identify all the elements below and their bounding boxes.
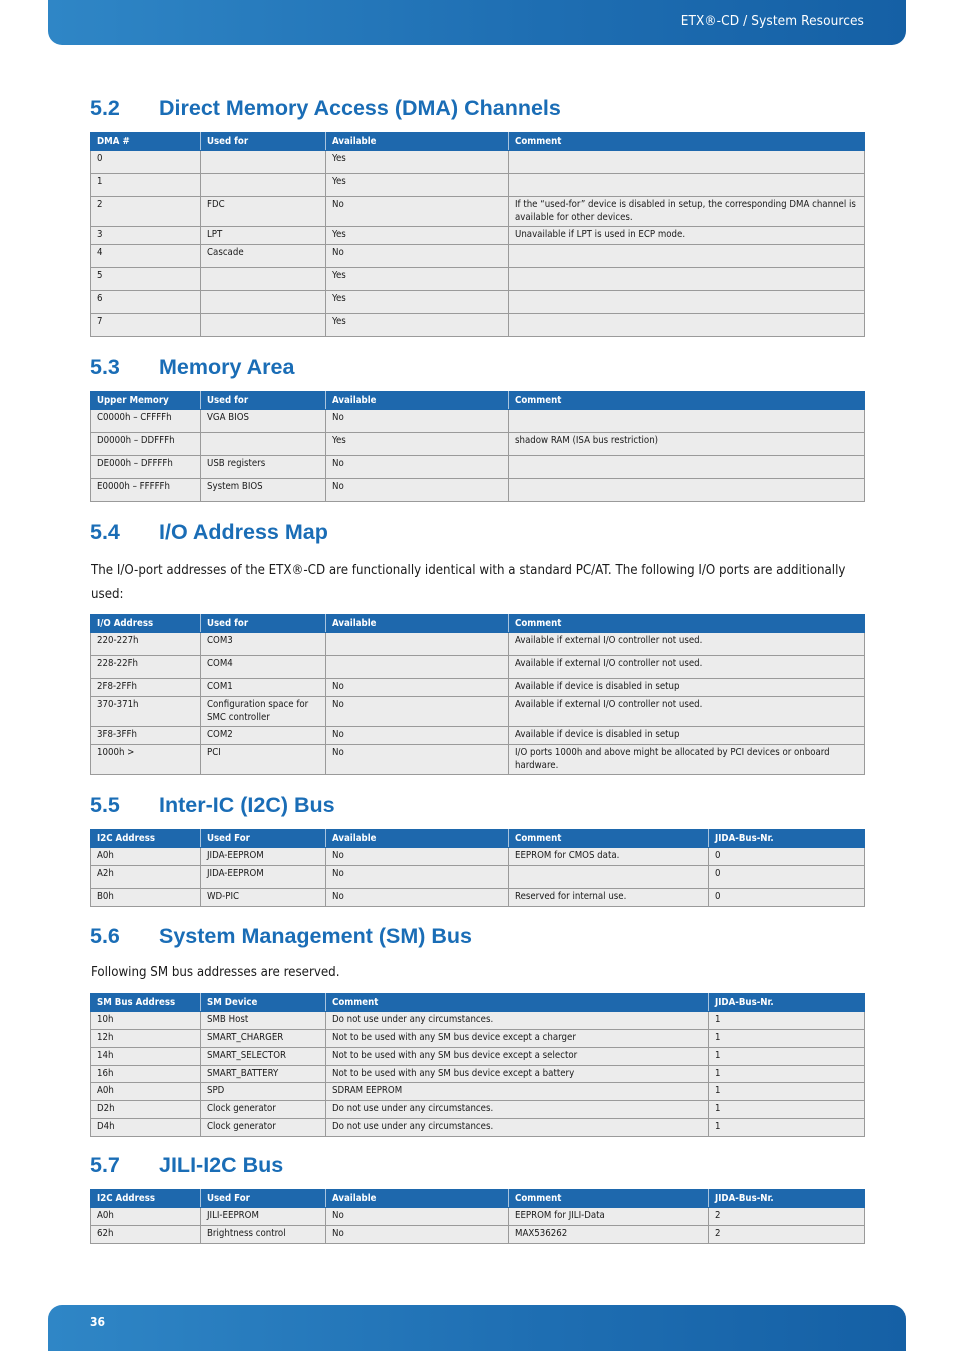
table-cell: 1 <box>709 1083 865 1101</box>
table-cell: A0h <box>91 848 201 866</box>
table-cell <box>201 174 326 197</box>
table-cell: No <box>326 245 509 268</box>
table-cell: No <box>326 889 509 907</box>
table-cell: 12h <box>91 1030 201 1048</box>
footer-band <box>48 1305 906 1351</box>
column-header: Comment <box>509 392 865 410</box>
table-cell <box>509 268 865 291</box>
column-header: SM Bus Address <box>91 994 201 1012</box>
table-cell: System BIOS <box>201 479 326 502</box>
table-cell: SPD <box>201 1083 326 1101</box>
table-cell: Clock generator <box>201 1118 326 1136</box>
table-row <box>91 1208 865 1226</box>
table-row <box>91 1118 865 1136</box>
table-cell <box>201 314 326 337</box>
table-row <box>91 197 865 227</box>
table-header-row <box>91 392 865 410</box>
table-cell: Yes <box>326 151 509 174</box>
table-cell: Unavailable if LPT is used in ECP mode. <box>509 227 865 245</box>
table-cell: Cascade <box>201 245 326 268</box>
table-row <box>91 848 865 866</box>
table-row <box>91 456 865 479</box>
table-row <box>91 1065 865 1083</box>
table-row <box>91 268 865 291</box>
table-cell <box>509 291 865 314</box>
column-header: DMA # <box>91 133 201 151</box>
table-cell: COM2 <box>201 727 326 745</box>
table-cell: No <box>326 848 509 866</box>
table-cell <box>201 433 326 456</box>
table-cell: 16h <box>91 1065 201 1083</box>
table-cell: No <box>326 679 509 697</box>
table-cell: Not to be used with any SM bus device except a selector <box>326 1047 709 1065</box>
table-cell: Clock generator <box>201 1101 326 1119</box>
io-table <box>90 614 865 775</box>
table-cell: 0 <box>91 151 201 174</box>
table-cell: COM3 <box>201 633 326 656</box>
table-cell: SMART_BATTERY <box>201 1065 326 1083</box>
table-row <box>91 697 865 727</box>
table-row <box>91 889 865 907</box>
table-cell: A0h <box>91 1083 201 1101</box>
table-cell <box>509 479 865 502</box>
table-cell: No <box>326 410 509 433</box>
table-row <box>91 727 865 745</box>
table-cell: Do not use under any circumstances. <box>326 1118 709 1136</box>
column-header: Used For <box>201 830 326 848</box>
table-cell: 220-227h <box>91 633 201 656</box>
table-row <box>91 1047 865 1065</box>
table-header-row <box>91 994 865 1012</box>
column-header: Available <box>326 1190 509 1208</box>
table-row <box>91 291 865 314</box>
table-cell: LPT <box>201 227 326 245</box>
table-cell: DE000h – DFFFFh <box>91 456 201 479</box>
table-cell: VGA BIOS <box>201 410 326 433</box>
column-header: Comment <box>509 830 709 848</box>
table-cell: I/O ports 1000h and above might be allocated by PCI devices or onboard hardware. <box>509 745 865 775</box>
table-cell: Configuration space for SMC controller <box>201 697 326 727</box>
table-cell <box>201 291 326 314</box>
table-row <box>91 745 865 775</box>
table-cell: MAX536262 <box>509 1226 709 1244</box>
jili-table <box>90 1189 865 1244</box>
table-cell: COM4 <box>201 656 326 679</box>
table-cell: 2F8-2FFh <box>91 679 201 697</box>
section-heading-sm <box>90 924 472 949</box>
table-cell <box>509 866 709 889</box>
table-row <box>91 633 865 656</box>
table-header-row <box>91 615 865 633</box>
column-header: SM Device <box>201 994 326 1012</box>
table-cell: If the “used-for” device is disabled in setup, the corresponding DMA channel is available for other devices. <box>509 197 865 227</box>
table-cell <box>326 656 509 679</box>
table-cell: JIDA-EEPROM <box>201 866 326 889</box>
page-number: 36 <box>90 1315 106 1329</box>
table-cell: No <box>326 697 509 727</box>
table-cell <box>201 268 326 291</box>
table-cell: 370-371h <box>91 697 201 727</box>
section-title: Memory Area <box>159 355 295 379</box>
table-row <box>91 479 865 502</box>
table-cell: 3F8-3FFh <box>91 727 201 745</box>
table-cell: D2h <box>91 1101 201 1119</box>
column-header: I2C Address <box>91 1190 201 1208</box>
table-cell: SDRAM EEPROM <box>326 1083 709 1101</box>
table-cell: 2 <box>709 1226 865 1244</box>
column-header: Comment <box>326 994 709 1012</box>
table-row <box>91 1226 865 1244</box>
column-header: Used for <box>201 392 326 410</box>
table-cell <box>509 314 865 337</box>
section-heading-jili <box>90 1153 283 1178</box>
section-heading-io <box>90 520 328 545</box>
section-number: 5.3 <box>90 355 120 379</box>
table-cell: EEPROM for CMOS data. <box>509 848 709 866</box>
column-header: Available <box>326 392 509 410</box>
table-cell: SMART_SELECTOR <box>201 1047 326 1065</box>
table-cell: Not to be used with any SM bus device except a charger <box>326 1030 709 1048</box>
table-cell: Do not use under any circumstances. <box>326 1012 709 1030</box>
table-cell: Brightness control <box>201 1226 326 1244</box>
table-cell: 5 <box>91 268 201 291</box>
table-cell: SMB Host <box>201 1012 326 1030</box>
table-cell: 3 <box>91 227 201 245</box>
table-cell: WD-PIC <box>201 889 326 907</box>
table-cell: shadow RAM (ISA bus restriction) <box>509 433 865 456</box>
table-header-row <box>91 1190 865 1208</box>
table-cell: Available if external I/O controller not used. <box>509 656 865 679</box>
table-row <box>91 656 865 679</box>
table-cell: 2 <box>709 1208 865 1226</box>
table-cell: JILI-EEPROM <box>201 1208 326 1226</box>
column-header: JIDA-Bus-Nr. <box>709 994 865 1012</box>
table-cell: JIDA-EEPROM <box>201 848 326 866</box>
header-band <box>48 0 906 45</box>
section-title: JILI-I2C Bus <box>159 1153 284 1177</box>
table-cell: C0000h – CFFFFh <box>91 410 201 433</box>
table-cell: B0h <box>91 889 201 907</box>
table-cell: 0 <box>709 889 865 907</box>
table-cell: COM1 <box>201 679 326 697</box>
table-cell: No <box>326 745 509 775</box>
section-heading-dma <box>90 96 561 121</box>
io-intro: The I/O-port addresses of the ETX®-CD are functionally identical with a standard PC/AT. The following I/O ports are additionally used: <box>91 563 846 602</box>
sm-table <box>90 993 865 1137</box>
section-number: 5.7 <box>90 1153 120 1177</box>
table-cell: D4h <box>91 1118 201 1136</box>
table-cell: 1 <box>709 1047 865 1065</box>
table-cell: 1 <box>91 174 201 197</box>
table-header-row <box>91 133 865 151</box>
table-row <box>91 245 865 268</box>
table-row <box>91 314 865 337</box>
table-cell: 62h <box>91 1226 201 1244</box>
table-cell: No <box>326 727 509 745</box>
table-cell: Yes <box>326 291 509 314</box>
section-number: 5.5 <box>90 793 120 817</box>
table-cell: No <box>326 479 509 502</box>
table-row <box>91 227 865 245</box>
table-row <box>91 866 865 889</box>
memory-table <box>90 391 865 502</box>
table-cell: No <box>326 197 509 227</box>
table-row <box>91 433 865 456</box>
dma-table <box>90 132 865 337</box>
table-cell: 6 <box>91 291 201 314</box>
table-cell: D0000h – DDFFFh <box>91 433 201 456</box>
sm-intro: Following SM bus addresses are reserved. <box>91 965 340 980</box>
column-header: Available <box>326 830 509 848</box>
table-cell: 4 <box>91 245 201 268</box>
table-cell <box>509 174 865 197</box>
header-title: ETX®-CD / System Resources <box>680 13 864 29</box>
column-header: Available <box>326 615 509 633</box>
column-header: Comment <box>509 615 865 633</box>
section-title: System Management (SM) Bus <box>159 924 473 948</box>
column-header: JIDA-Bus-Nr. <box>709 830 865 848</box>
table-cell <box>509 456 865 479</box>
table-row <box>91 679 865 697</box>
section-heading-memory <box>90 355 294 380</box>
section-heading-i2c <box>90 793 335 818</box>
column-header: Used For <box>201 1190 326 1208</box>
section-title: Inter-IC (I2C) Bus <box>159 793 335 817</box>
table-cell: 7 <box>91 314 201 337</box>
table-cell <box>509 151 865 174</box>
section-number: 5.4 <box>90 520 120 544</box>
table-cell: 10h <box>91 1012 201 1030</box>
section-number: 5.6 <box>90 924 120 948</box>
table-cell: 1 <box>709 1065 865 1083</box>
table-cell: FDC <box>201 197 326 227</box>
table-cell: Available if device is disabled in setup <box>509 679 865 697</box>
column-header: I/O Address <box>91 615 201 633</box>
column-header: JIDA-Bus-Nr. <box>709 1190 865 1208</box>
column-header: Available <box>326 133 509 151</box>
table-cell: 1000h > <box>91 745 201 775</box>
table-cell <box>509 245 865 268</box>
table-row <box>91 174 865 197</box>
table-cell: 2 <box>91 197 201 227</box>
table-cell: 0 <box>709 848 865 866</box>
column-header: Used for <box>201 133 326 151</box>
table-cell: SMART_CHARGER <box>201 1030 326 1048</box>
table-cell: Yes <box>326 227 509 245</box>
table-cell: Yes <box>326 174 509 197</box>
table-cell <box>326 633 509 656</box>
table-cell: PCI <box>201 745 326 775</box>
table-row <box>91 1083 865 1101</box>
column-header: Comment <box>509 133 865 151</box>
table-row <box>91 1012 865 1030</box>
section-title: Direct Memory Access (DMA) Channels <box>159 96 561 120</box>
table-cell: Yes <box>326 268 509 291</box>
table-cell <box>509 410 865 433</box>
table-cell: Reserved for internal use. <box>509 889 709 907</box>
table-cell: Yes <box>326 314 509 337</box>
table-cell: 0 <box>709 866 865 889</box>
section-title: I/O Address Map <box>159 520 328 544</box>
table-cell: 1 <box>709 1012 865 1030</box>
table-header-row <box>91 830 865 848</box>
table-cell: 1 <box>709 1101 865 1119</box>
table-cell: Available if device is disabled in setup <box>509 727 865 745</box>
table-cell: A0h <box>91 1208 201 1226</box>
table-cell: 1 <box>709 1118 865 1136</box>
table-cell <box>201 151 326 174</box>
table-row <box>91 1030 865 1048</box>
table-cell: 14h <box>91 1047 201 1065</box>
table-row <box>91 1101 865 1119</box>
table-cell: No <box>326 1208 509 1226</box>
table-cell: E0000h – FFFFFh <box>91 479 201 502</box>
table-cell: Available if external I/O controller not used. <box>509 697 865 727</box>
i2c-table <box>90 829 865 907</box>
table-row <box>91 410 865 433</box>
table-cell: No <box>326 866 509 889</box>
table-cell: 1 <box>709 1030 865 1048</box>
table-cell: USB registers <box>201 456 326 479</box>
table-cell: EEPROM for JILI-Data <box>509 1208 709 1226</box>
column-header: Comment <box>509 1190 709 1208</box>
table-cell: Not to be used with any SM bus device except a battery <box>326 1065 709 1083</box>
table-cell: 228-22Fh <box>91 656 201 679</box>
table-cell: No <box>326 456 509 479</box>
table-cell: Yes <box>326 433 509 456</box>
column-header: Used for <box>201 615 326 633</box>
table-row <box>91 151 865 174</box>
section-number: 5.2 <box>90 96 120 120</box>
table-cell: Available if external I/O controller not used. <box>509 633 865 656</box>
column-header: Upper Memory <box>91 392 201 410</box>
table-cell: A2h <box>91 866 201 889</box>
table-cell: Do not use under any circumstances. <box>326 1101 709 1119</box>
table-cell: No <box>326 1226 509 1244</box>
column-header: I2C Address <box>91 830 201 848</box>
